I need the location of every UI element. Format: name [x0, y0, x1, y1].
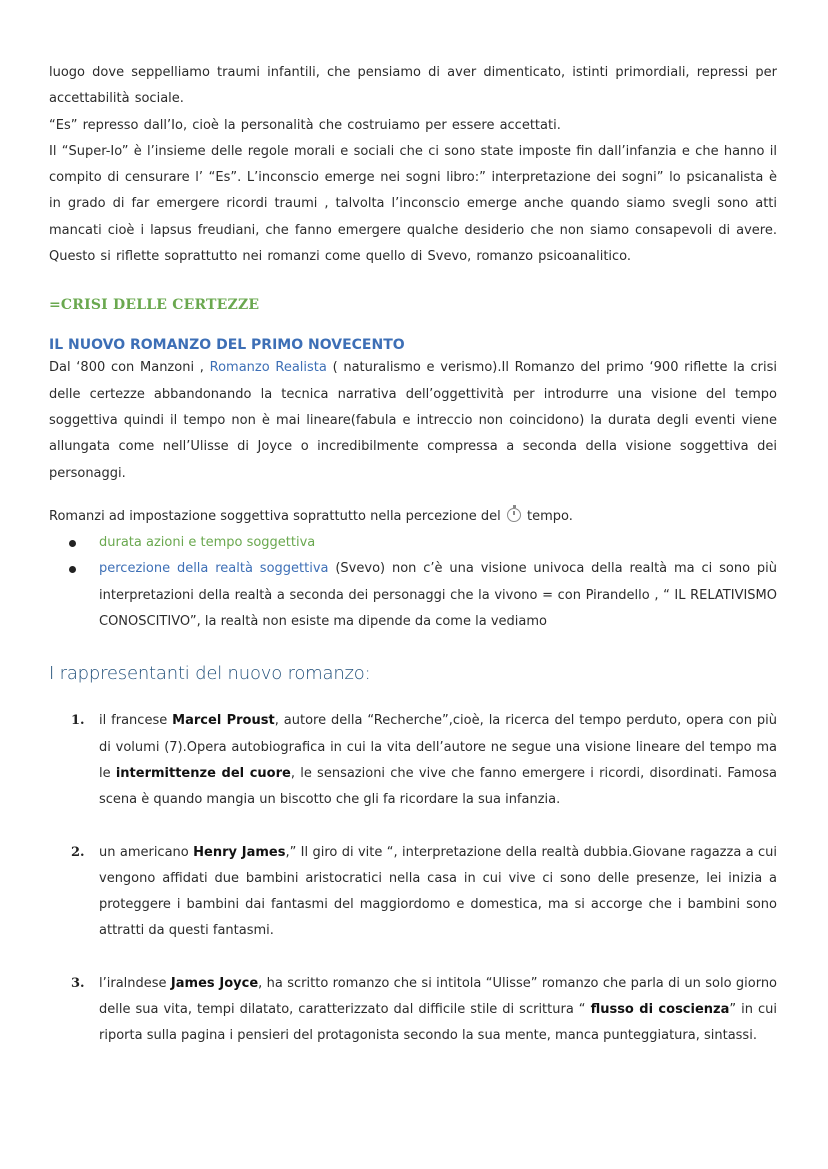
- bullet-item: [49, 530, 777, 556]
- intro-paragraph-3: Il “Super-Io” è l’insieme delle regole morali e sociali che ci sono state imposte fin dall’infanzia e che hanno il compito di censurare l’ “Es”. L’inconscio emerge nei sogni libro:” interpretazione dei sogni” lo psicanalista è in grado di far emergere ricordi traumi , talvolta l’inconscio emerge anche quando siamo svegli sono atti mancati cioè i lapsus freudiani, che fanno emergere qualche desiderio che non siamo consapevoli di avere. Questo si riflette soprattutto nei romanzi come quello di Svevo, romanzo psicoanalitico.: [49, 143, 777, 265]
- bullet-dot-icon: [69, 566, 76, 573]
- intro-block: [49, 60, 777, 270]
- item-text: ,” Il giro di vite “, interpretazione della realtà dubbia.Giovane ragazza a cui vengono affidati due bambini aristocratici nella casa in cui vive ci sono delle presenze, lei inizia a proteggere i bambini dai fantasmi del maggiordomo e domestica, ma si accorge che i bambini sono attratti da questi fantasmi.: [99, 844, 777, 939]
- section-text-start: Dal ‘800 con Manzoni ,: [49, 360, 210, 376]
- item-text: l’iralndese: [99, 975, 171, 991]
- representative-item: [49, 708, 777, 813]
- item-text: ” in cui riporta sulla pagina i pensieri del protagonista secondo la sua mente, manca punteggiatura, sintassi.: [99, 1002, 777, 1044]
- item-number: 2.: [71, 844, 85, 860]
- subjective-intro-tail: tempo.: [522, 508, 573, 524]
- bullet-dot-icon: [69, 540, 76, 547]
- representatives-title: I rappresentanti del nuovo romanzo:: [49, 663, 371, 685]
- section-title: IL NUOVO ROMANZO DEL PRIMO NOVECENTO: [49, 337, 405, 354]
- subjective-bullets: [49, 530, 777, 635]
- item-text: un americano: [99, 844, 194, 860]
- subjective-intro: [49, 504, 777, 530]
- section-text-rest: ( naturalismo e verismo).Il Romanzo del primo ‘900 riflette la crisi delle certezze abbandonando la tecnica narrativa dell’oggettività per introdurre una visione del tempo soggettiva quindi il tempo non è mai lineare(fabula e intreccio non coincidono) la durata degli eventi viene allungata come nell’Ulisse di Joyce o incredibilmente compressa a seconda della visione soggettiva dei personaggi.: [49, 360, 778, 481]
- author-name: Henry James: [193, 844, 286, 860]
- representative-item: [49, 971, 777, 1050]
- bullet-item: [49, 556, 777, 635]
- bullet-1-text: durata azioni e tempo soggettiva: [99, 535, 316, 551]
- section-paragraph: [49, 355, 777, 486]
- document-page: [49, 60, 777, 1076]
- item-text: , ha scritto romanzo che si intitola “Ulisse” romanzo che parla di un solo giorno delle sua vita, tempi dilatato, caratterizzato dal difficile stile di scrittura “: [99, 975, 778, 1018]
- bullet-2-highlight: percezione della realtà soggettiva: [99, 561, 329, 577]
- key-term: flusso di coscienza: [590, 1002, 730, 1018]
- item-text: , le sensazioni che vive che fanno emergere i ricordi, disordinati. Famosa scena è quando mangia un biscotto che gli fa ricordare la sua infanzia.: [99, 765, 777, 808]
- representatives-list: [49, 708, 777, 1049]
- stopwatch-icon: [507, 508, 521, 522]
- section-body: [49, 355, 777, 635]
- author-name: James Joyce: [170, 975, 259, 991]
- item-number: 3.: [71, 975, 85, 991]
- bullet-2-text: (Svevo) non c’è una visione univoca della realtà ma ci sono più interpretazioni della realtà a seconda dei personaggi che la vivono = con Pirandello , “ IL RELATIVISMO CONOSCITIVO”, la realtà non esiste ma dipende da come la vediamo: [99, 561, 777, 630]
- item-text: , autore della “Recherche”,cioè, la ricerca del tempo perduto, opera con più di volumi (7).Opera autobiografica in cui la vita dell’autore ne segue una visione lineare del tempo ma le: [99, 713, 778, 781]
- item-number: 1.: [71, 713, 85, 729]
- crisi-heading: =CRISI DELLE CERTEZZE: [49, 297, 260, 314]
- intro-paragraph-2: “Es” represso dall’Io, cioè la personalità che costruiamo per essere accettati.: [49, 117, 561, 133]
- subjective-intro-text: Romanzi ad impostazione soggettiva soprattutto nella percezione del: [49, 508, 505, 524]
- author-name: Marcel Proust: [172, 713, 275, 729]
- representative-item: [49, 840, 777, 945]
- romanzo-realista-link: Romanzo Realista: [209, 360, 327, 376]
- intro-paragraph-1: luogo dove seppelliamo traumi infantili, che pensiamo di aver dimenticato, istinti primordiali, repressi per accettabilità sociale.: [49, 65, 777, 107]
- key-term: intermittenze del cuore: [115, 765, 291, 781]
- item-text: il francese: [99, 713, 173, 729]
